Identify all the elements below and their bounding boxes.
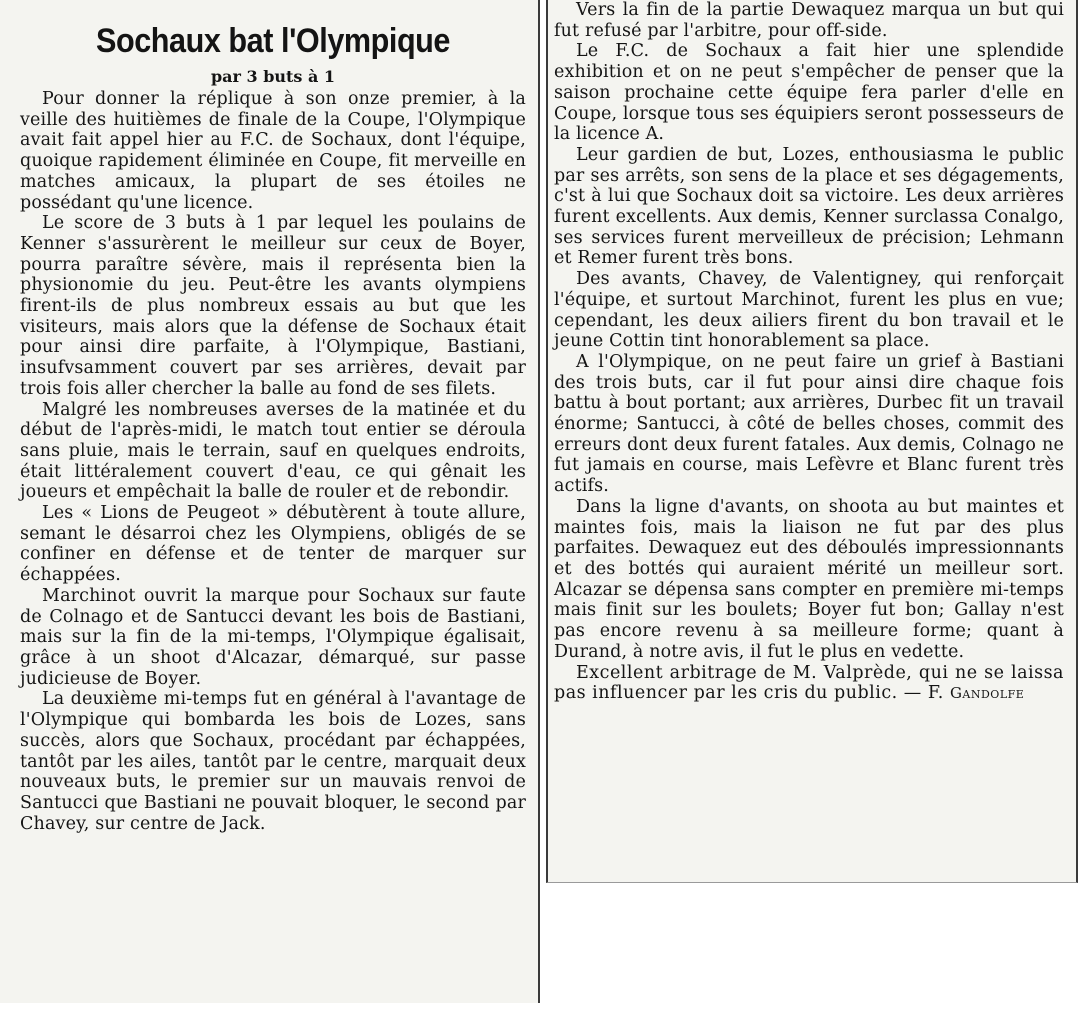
article-paragraph: Les « Lions de Peugeot » débutèrent à toute allure, semant le désarroi chez les Olympiens, obligés de se confiner en défense et de tenter de marquer sur échappées.	[20, 503, 526, 586]
article-paragraph: Dans la ligne d'avants, on shoota au but maintes et maintes fois, mais la liaison ne fut par des plus parfaites. Dewaquez eut des déboulés impressionnants et des bottés qui auraient mérité un meilleur sort. Alcazar se dépensa sans compter en première mi-temps mais finit sur les boulets; Boyer fut bon; Gallay n'est pas encore revenu à sa meilleure forme; quant à Durand, à notre avis, il fut le plus en vedette.	[554, 496, 1064, 662]
article-closing-paragraph	[554, 663, 1064, 704]
article-paragraph: Malgré les nombreuses averses de la matinée et du début de l'après-midi, le match tout entier se déroula sans pluie, mais le terrain, sauf en quelques endroits, était littéralement couvert d'eau, ce qui gênait les joueurs et empêchait la balle de rouler et de rebondir.	[20, 399, 526, 503]
article-headline: Sochaux bat l'Olympique	[95, 22, 451, 60]
article-paragraph: Vers la fin de la partie Dewaquez marqua un but qui fut refusé par l'arbitre, pour off-side.	[554, 0, 1064, 41]
article-paragraph: Des avants, Chavey, de Valentigney, qui renforçait l'équipe, et surtout Marchinot, furent les plus en vue; cependant, les deux ailiers firent du bon travail et le jeune Cottin tint honorablement sa place.	[554, 269, 1064, 352]
article-paragraph: Pour donner la réplique à son onze premier, à la veille des huitièmes de finale de la Coupe, l'Olympique avait fait appel hier au F.C. de Sochaux, dont l'équipe, quoique rapidement éliminée en Coupe, fit merveille en matches amicaux, la plupart de ses étoiles ne possédant qu'une licence.	[20, 89, 526, 213]
article-column-right	[546, 0, 1078, 883]
article-paragraph: Le F.C. de Sochaux a fait hier une splendide exhibition et on ne peut s'empêcher de penser que la saison prochaine cette équipe fera parler d'elle en Coupe, lorsque tous ses équipiers seront possesseurs de la licence A.	[554, 41, 1064, 145]
article-paragraph: A l'Olympique, on ne peut faire un grief à Bastiani des trois buts, car il fut pour ainsi dire chaque fois battu à bout portant; aux arrières, Durbec fit un travail énorme; Santucci, à côté de belles choses, commit des erreurs dont deux furent fatales. Aux demis, Colnago ne fut jamais en course, mais Lefèvre et Blanc furent très actifs.	[554, 351, 1064, 497]
article-subheadline: par 3 buts à 1	[210, 67, 336, 86]
author-signature: Gandolfe	[949, 684, 1025, 703]
article-column-left	[0, 0, 540, 1003]
article-paragraph: Le score de 3 buts à 1 par lequel les poulains de Kenner s'assurèrent le meilleur sur ceux de Boyer, pourra paraître sévère, mais il représenta bien la physionomie du jeu. Peut-être les avants olympiens firent-ils de plus nombreux essais au but que les visiteurs, mais alors que la défense de Sochaux était pour ainsi dire parfaite, à l'Olympique, Bastiani, insufvsamment couvert par ses arrières, devait par trois fois aller chercher la balle au fond de ses filets.	[20, 213, 526, 399]
article-paragraph: Leur gardien de but, Lozes, enthousiasma le public par ses arrêts, son sens de la place et ses dégagements, c'st à lui que Sochaux doit sa victoire. Les deux arrières furent excellents. Aux demis, Kenner surclassa Conalgo, ses services furent merveilleux de précision; Lehmann et Remer furent très bons.	[554, 144, 1064, 269]
article-paragraph: La deuxième mi-temps fut en général à l'avantage de l'Olympique qui bombarda les bois de Lozes, sans succès, alors que Sochaux, procédant par échappées, tantôt par les ailes, tantôt par le centre, marquait deux nouveaux buts, le premier sur un mauvais renvoi de Santucci que Bastiani ne pouvait bloquer, le second par Chavey, sur centre de Jack.	[20, 689, 526, 834]
closing-text: Excellent arbitrage de M. Valprède, qui ne se laissa pas influencer par les cris du public. — F.	[554, 662, 1064, 704]
article-paragraph: Marchinot ouvrit la marque pour Sochaux sur faute de Colnago et de Santucci devant les bois de Bastiani, mais sur la fin de la mi-temps, l'Olympique égalisait, grâce à un shoot d'Alcazar, démarqué, sur passe judicieuse de Boyer.	[20, 585, 526, 689]
